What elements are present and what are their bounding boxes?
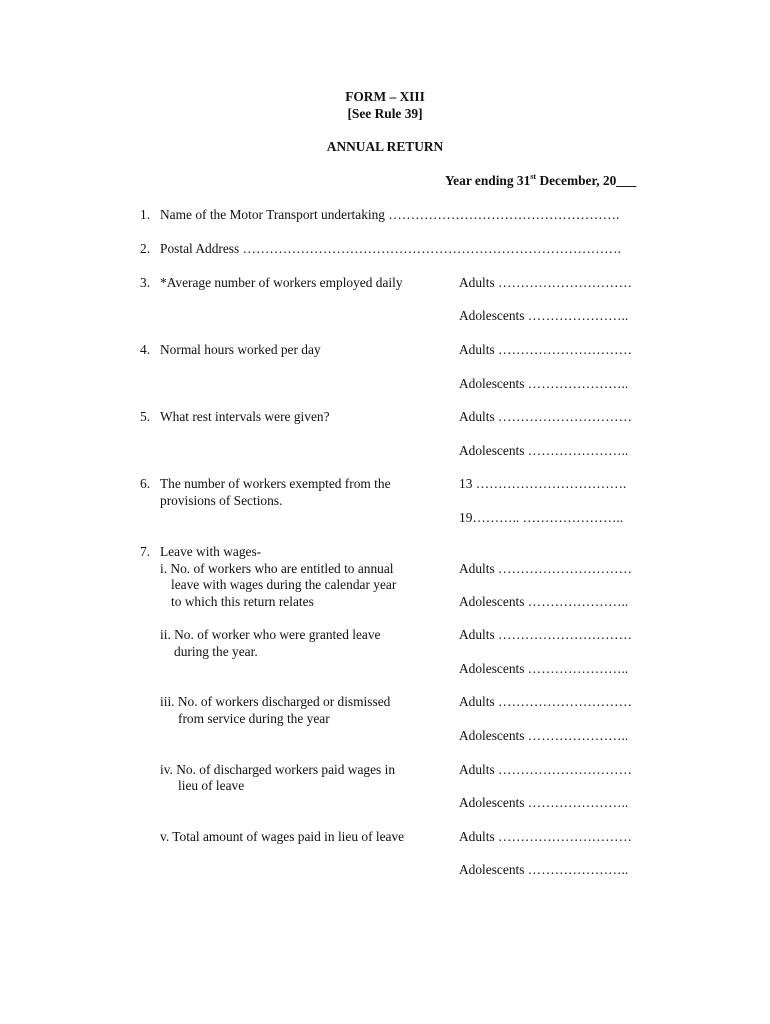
sub-item-label: to which this return relates (171, 594, 314, 609)
sub-item-label: from service during the year (178, 711, 330, 726)
item-number: 1. (140, 207, 151, 222)
adolescents-field[interactable]: Adolescents ………………….. (459, 728, 629, 743)
adults-field[interactable]: Adults ………………………… (459, 762, 632, 777)
item-number: 6. (140, 476, 151, 491)
adolescents-field[interactable]: Adolescents ………………….. (459, 661, 629, 676)
return-title: ANNUAL RETURN (326, 139, 444, 154)
year-superscript: st (530, 172, 537, 181)
item-number: 4. (140, 342, 151, 357)
form-title: FORM – XIII (345, 89, 425, 104)
sub-item-label: during the year. (174, 644, 258, 659)
adults-field[interactable]: Adults ………………………… (459, 409, 632, 424)
sub-item-label: i. No. of workers who are entitled to annual (160, 561, 394, 576)
sub-item-label: leave with wages during the calendar year (171, 577, 397, 592)
sub-item-label: v. Total amount of wages paid in lieu of leave (160, 829, 405, 844)
adults-field[interactable]: Adults ………………………… (459, 561, 632, 576)
sub-item-label: lieu of leave (178, 778, 245, 793)
adolescents-field[interactable]: Adolescents ………………….. (459, 308, 629, 323)
undertaking-name-field[interactable]: Name of the Motor Transport undertaking ……………………………………………. (160, 207, 620, 222)
item-heading: Leave with wages- (160, 544, 262, 559)
item-label: *Average number of workers employed daily (160, 275, 403, 290)
item-number: 7. (140, 544, 151, 559)
year-ending (445, 172, 636, 189)
sub-item-label: iv. No. of discharged workers paid wages in (160, 762, 396, 777)
adults-field[interactable]: Adults ………………………… (459, 275, 632, 290)
item-label: Normal hours worked per day (160, 342, 321, 357)
year-prefix: Year ending 31 (445, 173, 531, 188)
adolescents-field[interactable]: Adolescents ………………….. (459, 862, 629, 877)
item-number: 3. (140, 275, 151, 290)
sub-item-label: iii. No. of workers discharged or dismissed (160, 694, 391, 709)
item-number: 5. (140, 409, 151, 424)
item-number: 2. (140, 241, 151, 256)
adults-field[interactable]: Adults ………………………… (459, 829, 632, 844)
item-label: What rest intervals were given? (160, 409, 330, 424)
adults-field[interactable]: Adults ………………………… (459, 627, 632, 642)
adolescents-field[interactable]: Adolescents ………………….. (459, 376, 629, 391)
item-label: The number of workers exempted from the (160, 476, 391, 491)
section-19-field[interactable]: 19……….. ………………….. (459, 510, 624, 525)
year-suffix: December, 20___ (536, 173, 637, 188)
adolescents-field[interactable]: Adolescents ………………….. (459, 795, 629, 810)
item-label: provisions of Sections. (160, 493, 283, 508)
adolescents-field[interactable]: Adolescents ………………….. (459, 594, 629, 609)
adolescents-field[interactable]: Adolescents ………………….. (459, 443, 629, 458)
postal-address-field[interactable]: Postal Address …………………………………………………………………………. (160, 241, 621, 256)
adults-field[interactable]: Adults ………………………… (459, 694, 632, 709)
adults-field[interactable]: Adults ………………………… (459, 342, 632, 357)
section-13-field[interactable]: 13 ……………………………. (459, 476, 627, 491)
sub-item-label: ii. No. of worker who were granted leave (160, 627, 381, 642)
rule-reference: [See Rule 39] (347, 106, 423, 121)
